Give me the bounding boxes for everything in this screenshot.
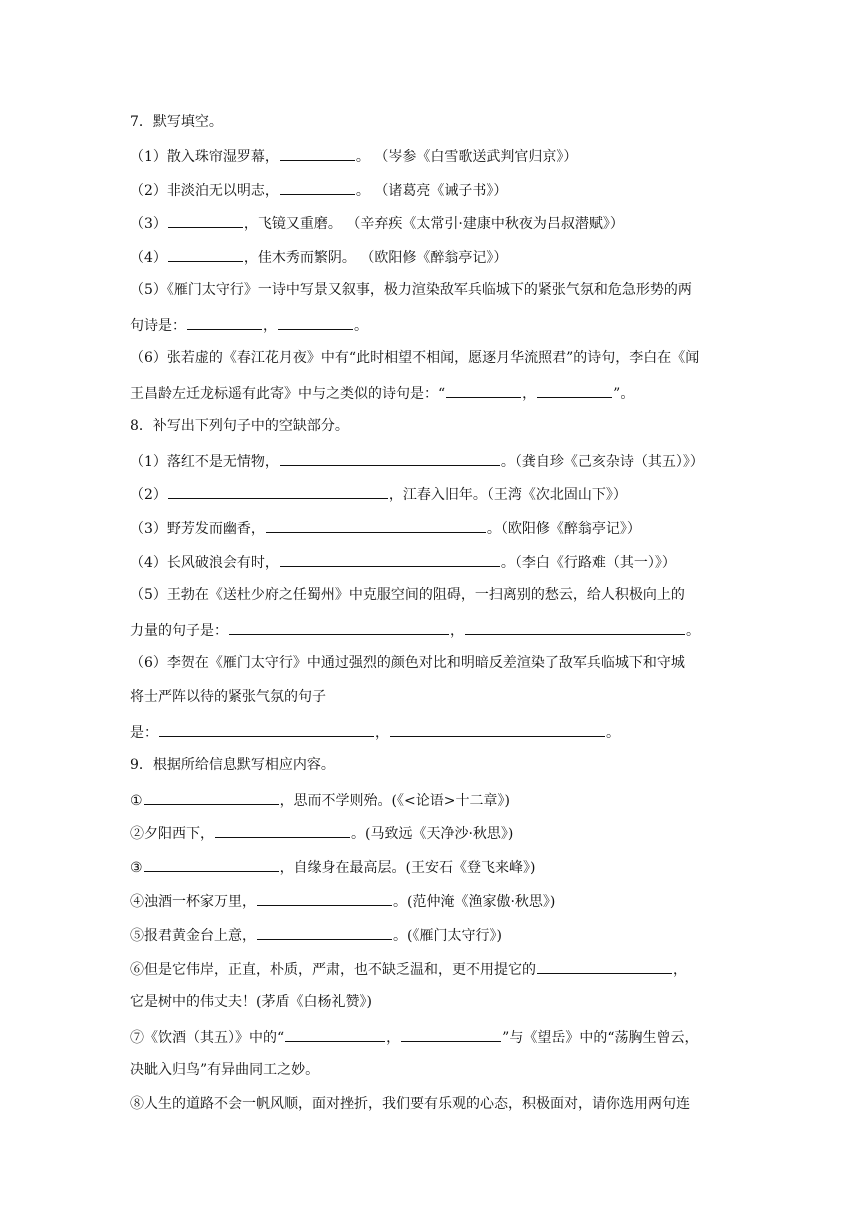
q8-item-3-text: （3）野芳发而幽香， xyxy=(130,521,265,537)
q7-item-5-lead: 句诗是： xyxy=(130,318,186,334)
answer-blank[interactable] xyxy=(285,1026,385,1042)
q9-item-2 xyxy=(130,822,513,844)
answer-blank[interactable] xyxy=(144,856,279,872)
answer-blank[interactable] xyxy=(215,822,350,838)
q9-title: 9．根据所给信息默写相应内容。 xyxy=(130,757,335,773)
q7-item-4-text: （4） xyxy=(130,250,167,266)
answer-blank[interactable] xyxy=(280,145,355,161)
answer-blank[interactable] xyxy=(168,246,243,262)
answer-blank[interactable] xyxy=(187,314,262,330)
q7-item-4-source: ，佳木秀而繁阴。 （欧阳修《醉翁亭记》） xyxy=(243,250,508,266)
q9-item-6-line1 xyxy=(130,958,687,980)
answer-blank[interactable] xyxy=(280,179,355,195)
answer-blank[interactable] xyxy=(280,450,500,466)
q9-item-5-text: ⑤报君黄金台上意， xyxy=(130,928,256,944)
answer-blank[interactable] xyxy=(257,890,392,906)
q8-item-1-source: 。（龚自珍《己亥杂诗（其五）》） xyxy=(500,454,704,470)
q8-item-3 xyxy=(130,517,641,539)
q7-item-4 xyxy=(130,246,507,268)
closing-quote: ”。 xyxy=(613,386,635,402)
q8-item-2-source: ，江春入旧年。（王湾《次北固山下》） xyxy=(388,487,627,503)
q8-item-4 xyxy=(130,551,676,573)
q9-item-1-marker: ① xyxy=(130,793,143,809)
q9-item-6-text: ⑥但是它伟岸，正直，朴质，严肃，也不缺乏温和，更不用提它的 xyxy=(130,962,536,978)
q7-item-2-text: （2）非淡泊无以明志， xyxy=(130,183,279,199)
period: 。 xyxy=(354,318,368,334)
answer-blank[interactable] xyxy=(257,924,392,940)
comma: ， xyxy=(450,623,464,639)
q7-item-3-text: （3） xyxy=(130,216,167,232)
answer-blank[interactable] xyxy=(401,1026,501,1042)
q8-item-4-text: （4）长风破浪会有时， xyxy=(130,555,279,571)
period: 。 xyxy=(686,623,700,639)
q8-item-1 xyxy=(130,450,704,472)
q7-item-1-source: 。 （岑参《白雪歌送武判官归京》） xyxy=(355,149,578,165)
q8-item-5-line2 xyxy=(130,619,700,641)
q7-title: 7．默写填空。 xyxy=(130,114,223,130)
q8-item-6-line2: 将士严阵以待的紧张气氛的句子 xyxy=(130,689,326,705)
q7-item-6-line1: （6）张若虚的《春江花月夜》中有“此时相望不相闻，愿逐月华流照君”的诗句，李白在《闻 xyxy=(130,350,700,366)
q9-item-2-source: 。(马致远《天净沙·秋思》) xyxy=(351,826,514,842)
q8-item-2 xyxy=(130,483,627,505)
q9-item-7-line1 xyxy=(130,1026,699,1048)
answer-blank[interactable] xyxy=(168,212,243,228)
answer-blank[interactable] xyxy=(280,551,500,567)
q7-item-5-line2 xyxy=(130,314,368,336)
answer-blank[interactable] xyxy=(229,619,449,635)
q8-item-5-lead: 力量的句子是： xyxy=(130,623,228,639)
q9-item-7-line2: 决眦入归鸟”有异曲同工之妙。 xyxy=(130,1062,320,1078)
comma: ， xyxy=(522,386,537,402)
answer-blank[interactable] xyxy=(390,721,605,737)
q7-item-1-text: （1）散入珠帘湿罗幕， xyxy=(130,149,279,165)
q7-item-2-source: 。 （诸葛亮《诫子书》） xyxy=(355,183,508,199)
q9-item-4-text: ④浊酒一杯家万里， xyxy=(130,894,256,910)
comma: ， xyxy=(375,725,389,741)
answer-blank[interactable] xyxy=(537,382,612,398)
q9-item-4-source: 。(范仲淹《渔家傲·秋思》) xyxy=(393,894,556,910)
q8-item-4-source: 。（李白《行路难（其一）》） xyxy=(500,555,676,571)
answer-blank[interactable] xyxy=(144,789,279,805)
answer-blank[interactable] xyxy=(446,382,521,398)
q9-item-1-text: ，思而不学则殆。(《<论语>十二章》) xyxy=(279,793,510,809)
answer-blank[interactable] xyxy=(278,314,353,330)
q8-item-1-text: （1）落红不是无情物， xyxy=(130,454,279,470)
q8-title: 8．补写出下列句子中的空缺部分。 xyxy=(130,418,349,434)
q9-item-5-source: 。(《雁门太守行》) xyxy=(393,928,502,944)
q7-item-6-line2 xyxy=(130,382,634,404)
q7-item-3 xyxy=(130,212,624,234)
answer-blank[interactable] xyxy=(266,517,486,533)
q8-item-6-lead: 是： xyxy=(130,725,158,741)
q7-item-6-lead: 王昌龄左迁龙标遥有此寄》中与之类似的诗句是：“ xyxy=(130,386,446,402)
comma: ， xyxy=(673,962,687,978)
q8-item-3-source: 。（欧阳修《醉翁亭记》） xyxy=(486,521,641,537)
answer-blank[interactable] xyxy=(537,958,672,974)
q8-item-2-text: （2） xyxy=(130,487,167,503)
period: 。 xyxy=(606,725,620,741)
q9-item-8-line1: ⑧人生的道路不会一帆风顺，面对挫折，我们要有乐观的心态，积极面对，请你选用两句连 xyxy=(130,1096,690,1112)
q8-item-5-line1: （5）王勃在《送杜少府之任蜀州》中克服空间的阻碍，一扫离别的愁云，给人积极向上的 xyxy=(130,587,685,603)
q9-item-6-line2: 它是树中的伟丈夫！(茅盾《白杨礼赞》) xyxy=(130,994,372,1010)
q7-item-3-source: ，飞镜又重磨。 （辛弃疾《太常引·建康中秋夜为吕叔潜赋》） xyxy=(243,216,624,232)
q7-item-2 xyxy=(130,179,507,201)
comma: ， xyxy=(386,1030,401,1046)
answer-blank[interactable] xyxy=(168,483,388,499)
q9-item-3 xyxy=(130,856,536,878)
q9-item-1 xyxy=(130,789,510,811)
q9-item-5 xyxy=(130,924,502,946)
q9-item-3-text: ，自缘身在最高层。(王安石《登飞来峰》) xyxy=(279,860,536,876)
answer-blank[interactable] xyxy=(159,721,374,737)
comma: ， xyxy=(263,318,277,334)
q9-item-4 xyxy=(130,890,555,912)
answer-blank[interactable] xyxy=(465,619,685,635)
q7-item-5-line1: （5）《雁门太守行》一诗中写景又叙事，极力渲染敌军兵临城下的紧张气氛和危急形势的两 xyxy=(130,282,692,298)
q7-item-1 xyxy=(130,145,577,167)
q8-item-6-line3 xyxy=(130,721,620,743)
q9-item-7-tail: ”与《望岳》中的“荡胸生曾云， xyxy=(502,1030,699,1046)
q9-item-7-lead: ⑦《饮酒（其五）》中的“ xyxy=(130,1030,285,1046)
q8-item-6-line1: （6）李贺在《雁门太守行》中通过强烈的颜色对比和明暗反差渲染了敌军兵临城下和守城 xyxy=(130,655,685,671)
q9-item-2-text: ②夕阳西下， xyxy=(130,826,214,842)
q9-item-3-marker: ③ xyxy=(130,860,143,876)
